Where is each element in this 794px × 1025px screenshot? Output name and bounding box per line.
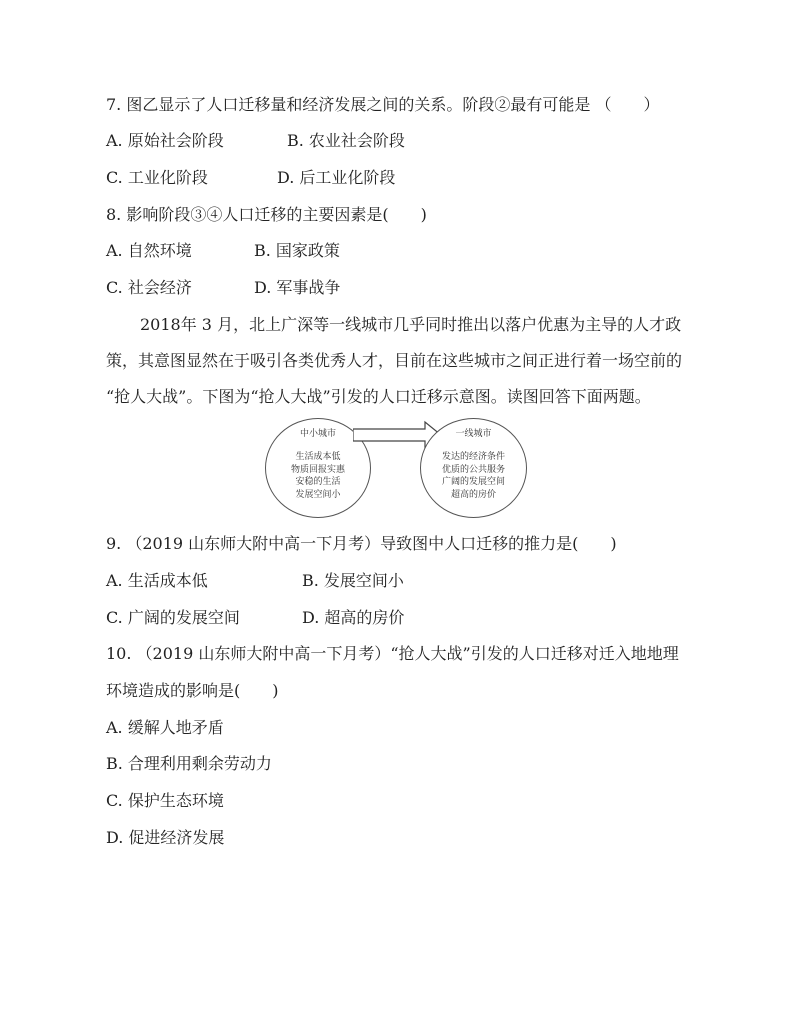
small-city-factor: 安稳的生活: [295, 477, 341, 487]
passage-line-3: “抢人大战”。下图为“抢人大战”引发的人口迁移示意图。读图回答下面两题。: [106, 387, 651, 406]
q7-option-b: B. 农业社会阶段: [287, 131, 405, 150]
q7-option-a: A. 原始社会阶段: [106, 131, 224, 150]
q9-option-d: D. 超高的房价: [302, 608, 405, 627]
passage-line-1: 2018年 3 月，北上广深等一线城市几乎同时推出以落户优惠为主导的人才政: [140, 315, 682, 334]
q10-option-d: D. 促进经济发展: [106, 828, 225, 847]
passage-line-2: 策，其意图显然在于吸引各类优秀人才，目前在这些城市之间正进行着一场空前的: [106, 351, 683, 370]
q9-option-b: B. 发展空间小: [302, 571, 404, 590]
q10-stem-line-1: 10. （2019 山东师大附中高一下月考）“抢人大战”引发的人口迁移对迁入地地理: [106, 644, 679, 663]
q10-option-c: C. 保护生态环境: [106, 791, 224, 810]
q7-option-c: C. 工业化阶段: [106, 168, 208, 187]
small-city-title: 中小城市: [299, 429, 336, 439]
q9-option-c: C. 广阔的发展空间: [106, 608, 240, 627]
tier1-city-factor: 优质的公共服务: [441, 464, 505, 475]
q7-option-d: D. 后工业化阶段: [277, 168, 396, 187]
q8-option-d: D. 军事战争: [254, 278, 341, 297]
migration-diagram: [265, 418, 527, 518]
tier1-city-factor: 广阔的发展空间: [441, 477, 505, 487]
tier1-city-circle: [420, 418, 527, 518]
tier1-city-factor: 超高的房价: [450, 489, 496, 500]
q8-option-b: B. 国家政策: [254, 241, 340, 260]
q8-stem: 8. 影响阶段③④人口迁移的主要因素是( ): [106, 205, 427, 224]
small-city-factor: 发展空间小: [295, 489, 341, 500]
q8-option-c: C. 社会经济: [106, 278, 192, 297]
tier1-city-title: 一线城市: [455, 429, 492, 439]
q10-stem-line-2: 环境造成的影响是( ): [106, 681, 279, 700]
q7-stem: 7. 图乙显示了人口迁移量和经济发展之间的关系。阶段②最有可能是 （ ）: [106, 95, 660, 114]
q10-option-a: A. 缓解人地矛盾: [106, 718, 224, 737]
q9-option-a: A. 生活成本低: [106, 571, 208, 590]
q10-option-b: B. 合理利用剩余劳动力: [106, 754, 272, 773]
small-city-factor: 物质回报实惠: [290, 464, 345, 475]
tier1-city-factor: 发达的经济条件: [441, 452, 505, 462]
q8-option-a: A. 自然环境: [106, 241, 192, 260]
small-city-factor: 生活成本低: [295, 452, 341, 462]
q9-stem: 9. （2019 山东师大附中高一下月考）导致图中人口迁移的推力是( ): [106, 534, 617, 553]
